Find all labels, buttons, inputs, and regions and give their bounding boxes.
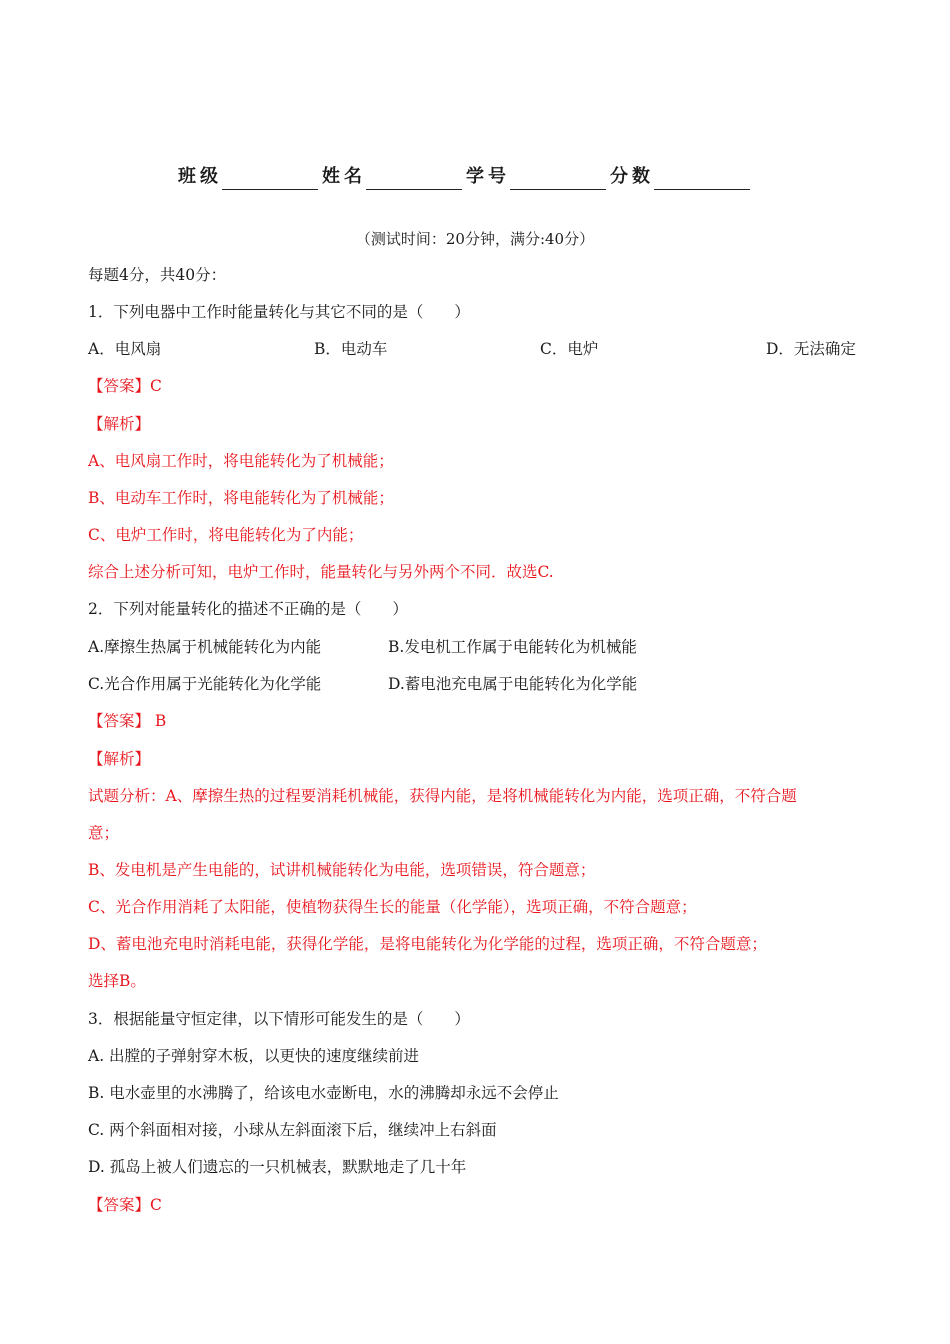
q1-analysis-line: B、电动车工作时，将电能转化为了机械能； bbox=[88, 489, 394, 507]
q2-option-d: D.蓄电池充电属于电能转化为化学能 bbox=[388, 675, 638, 693]
class-blank bbox=[222, 167, 318, 190]
q1-options bbox=[88, 338, 868, 360]
q2-options-row-2 bbox=[88, 673, 788, 695]
name-label: 姓名 bbox=[322, 166, 366, 187]
class-label: 班级 bbox=[178, 166, 222, 187]
q2-analysis-line: 选择B。 bbox=[88, 972, 146, 990]
id-blank bbox=[510, 167, 606, 190]
q1-stem: 1．下列电器中工作时能量转化与其它不同的是（ ） bbox=[88, 303, 470, 321]
q1-option-b: B．电动车 bbox=[314, 340, 388, 358]
q2-option-c: C.光合作用属于光能转化为化学能 bbox=[88, 675, 322, 693]
q1-option-c: C．电炉 bbox=[540, 340, 599, 358]
id-label: 学号 bbox=[466, 166, 510, 187]
test-meta: （测试时间：20分钟，满分:40分） bbox=[355, 230, 595, 248]
q2-stem: 2．下列对能量转化的描述不正确的是（ ） bbox=[88, 600, 408, 618]
q3-option-b: B. 电水壶里的水沸腾了，给该电水壶断电，水的沸腾却永远不会停止 bbox=[88, 1084, 559, 1102]
q2-option-a: A.摩擦生热属于机械能转化为内能 bbox=[88, 638, 322, 656]
q1-analysis-label: 【解析】 bbox=[88, 415, 151, 433]
q3-answer: 【答案】C bbox=[88, 1196, 162, 1214]
score-label: 分数 bbox=[610, 166, 654, 187]
q2-analysis-line: B、发电机是产生电能的，试讲机械能转化为电能，选项错误，符合题意； bbox=[88, 861, 596, 879]
q1-option-d: D．无法确定 bbox=[766, 340, 856, 358]
q1-analysis-line: 综合上述分析可知，电炉工作时，能量转化与另外两个不同．故选C. bbox=[88, 563, 554, 581]
q3-option-c: C. 两个斜面相对接，小球从左斜面滚下后，继续冲上右斜面 bbox=[88, 1121, 497, 1139]
q1-answer: 【答案】C bbox=[88, 377, 162, 395]
q2-analysis-label: 【解析】 bbox=[88, 750, 151, 768]
q3-stem: 3．根据能量守恒定律，以下情形可能发生的是（ ） bbox=[88, 1010, 470, 1028]
q2-answer: 【答案】 B bbox=[88, 712, 167, 730]
q1-option-a: A．电风扇 bbox=[88, 340, 162, 358]
q1-analysis-line: C、电炉工作时，将电能转化为了内能； bbox=[88, 526, 364, 544]
q2-option-b: B.发电机工作属于电能转化为机械能 bbox=[388, 638, 637, 656]
student-info-header bbox=[178, 162, 754, 190]
q3-option-a: A. 出膛的子弹射穿木板，以更快的速度继续前进 bbox=[88, 1047, 420, 1065]
q2-analysis-line: 意； bbox=[88, 824, 120, 842]
score-blank bbox=[654, 167, 750, 190]
instructions: 每题4分，共40分： bbox=[88, 266, 227, 284]
q2-analysis-line: 试题分析：A、摩擦生热的过程要消耗机械能，获得内能，是将机械能转化为内能，选项正确，不符合题 bbox=[88, 787, 797, 805]
q2-analysis-line: D、蓄电池充电时消耗电能，获得化学能，是将电能转化为化学能的过程，选项正确，不符合题意； bbox=[88, 935, 767, 953]
q1-analysis-line: A、电风扇工作时，将电能转化为了机械能； bbox=[88, 452, 394, 470]
name-blank bbox=[366, 167, 462, 190]
q2-analysis-line: C、光合作用消耗了太阳能，使植物获得生长的能量（化学能），选项正确，不符合题意； bbox=[88, 898, 697, 916]
q2-options-row-1 bbox=[88, 636, 788, 658]
q3-option-d: D. 孤岛上被人们遗忘的一只机械表，默默地走了几十年 bbox=[88, 1158, 467, 1176]
